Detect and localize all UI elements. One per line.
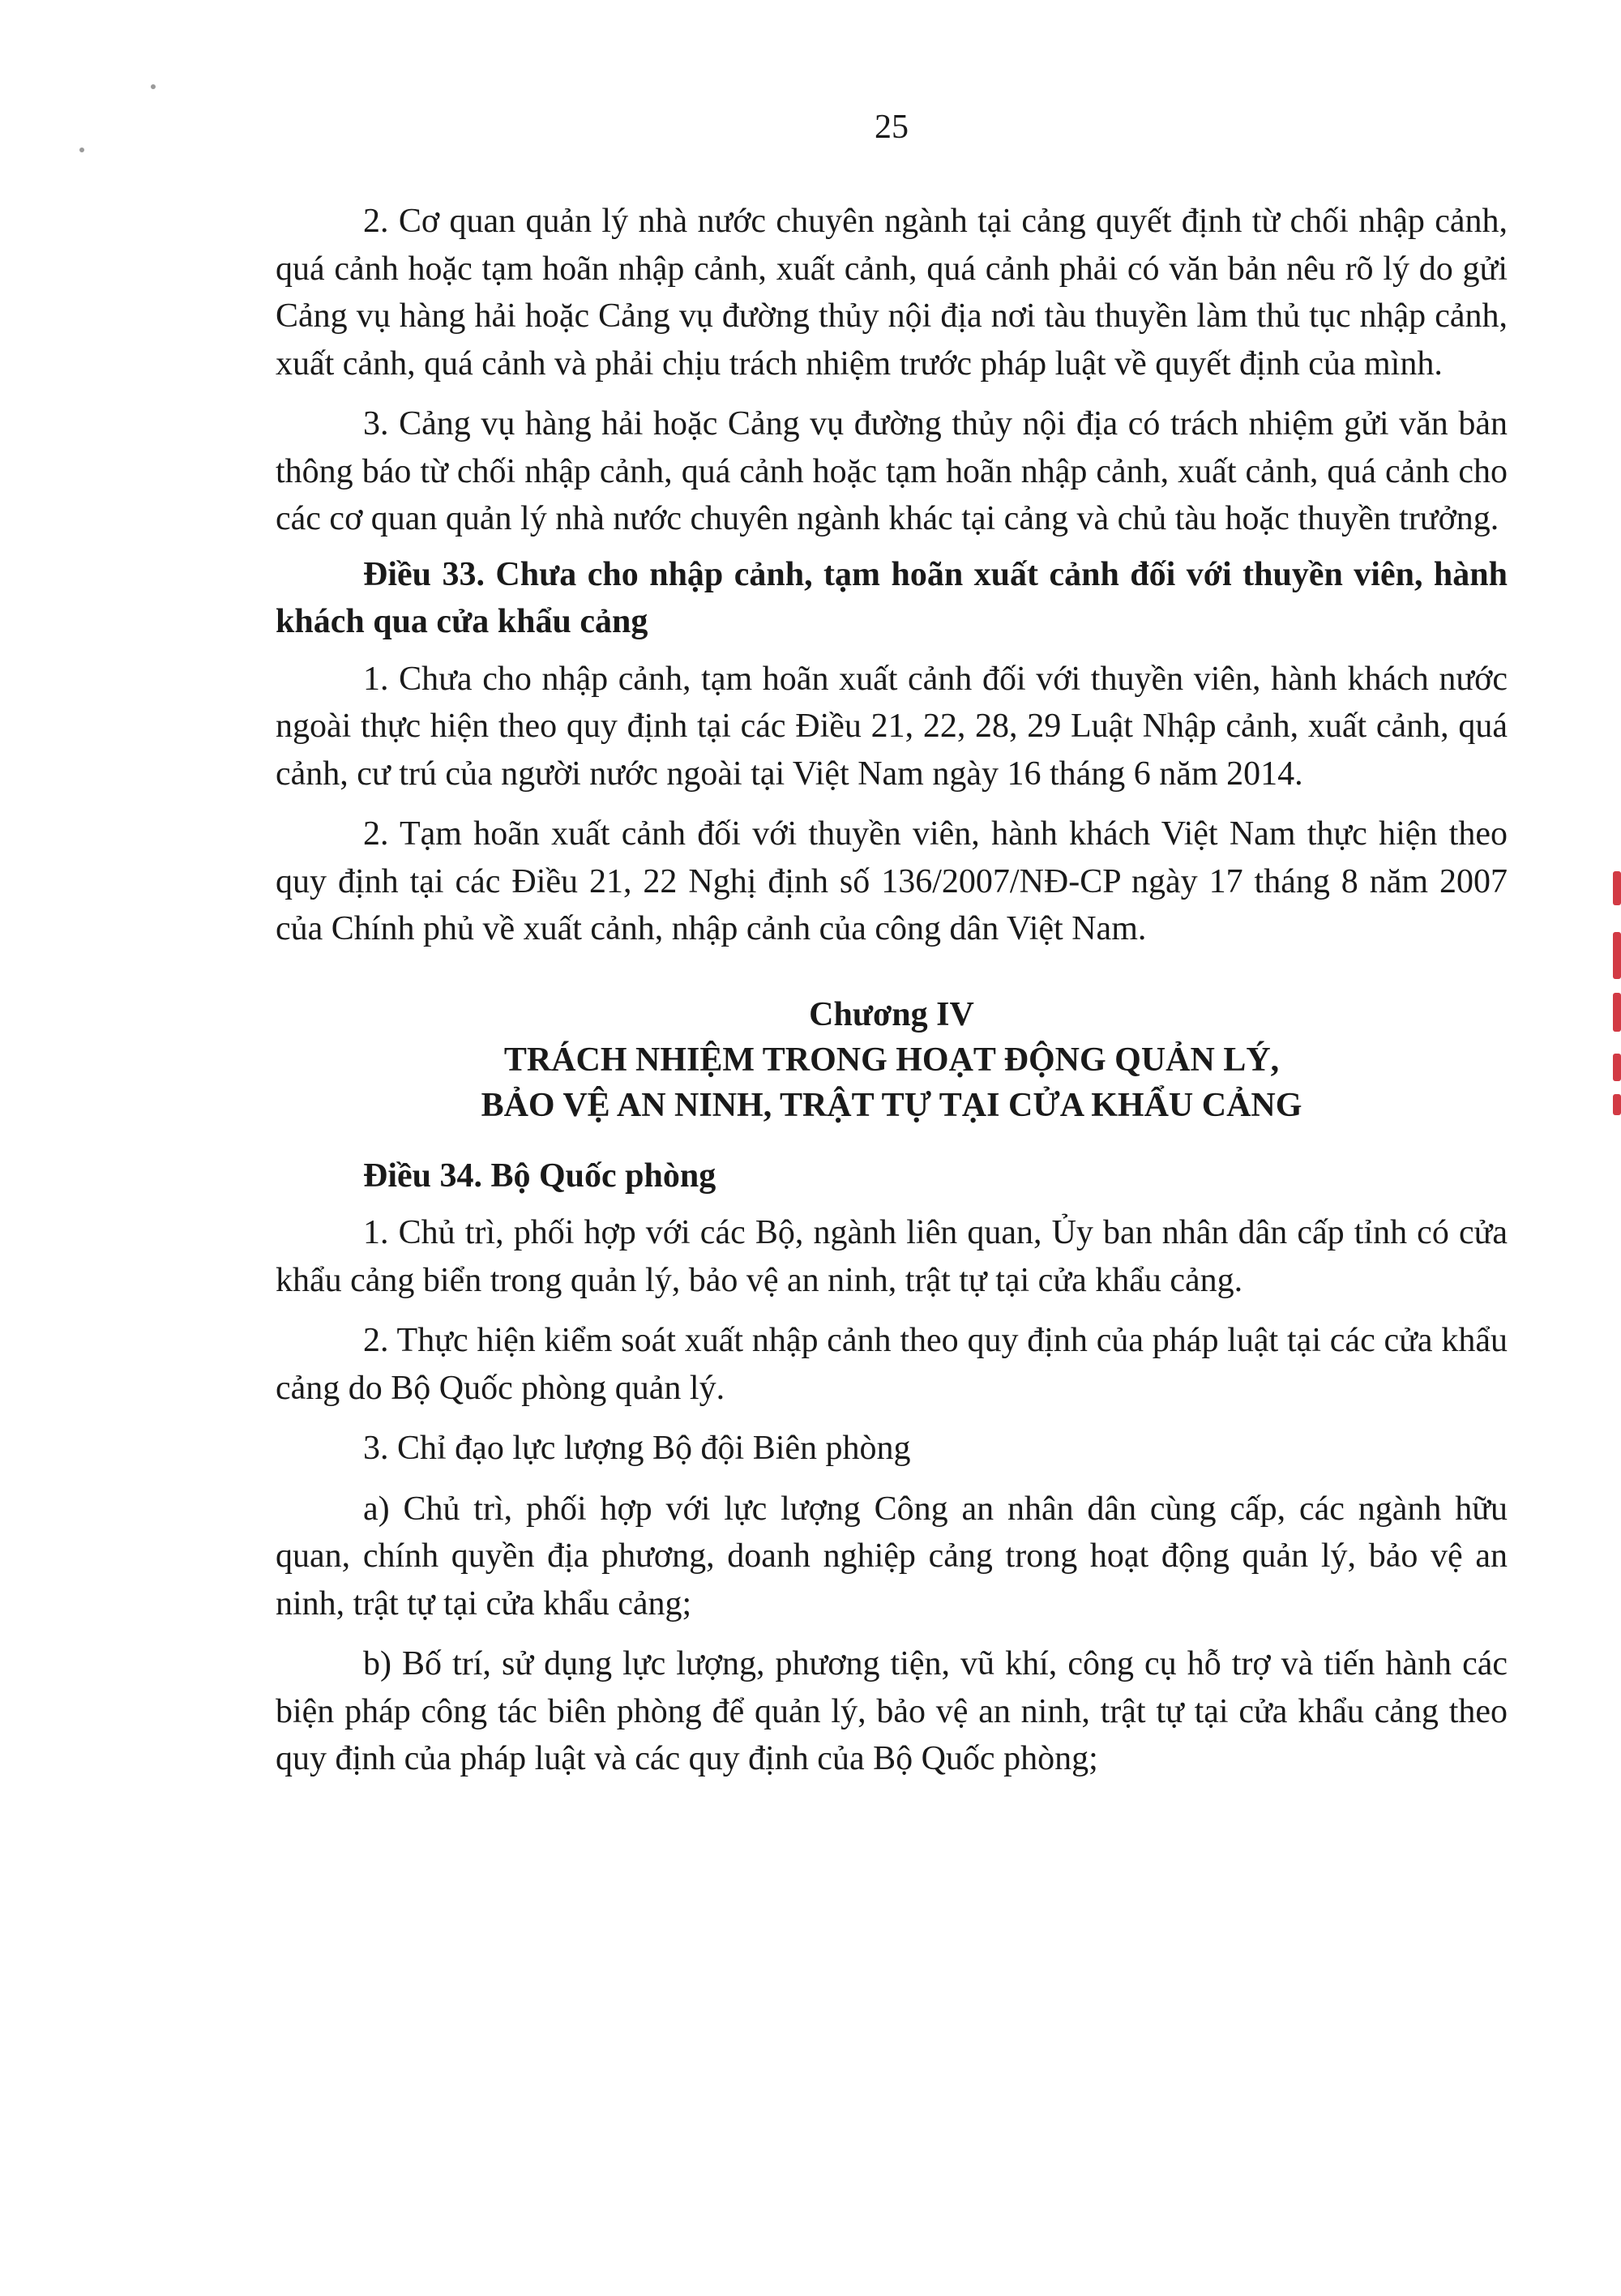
- chapter-heading: [276, 992, 1508, 1128]
- article-33-heading: Điều 33. Chưa cho nhập cảnh, tạm hoãn xuất cảnh đối với thuyền viên, hành khách qua cửa khẩu cảng: [276, 555, 1508, 640]
- paragraph-article33-clause1: 1. Chưa cho nhập cảnh, tạm hoãn xuất cảnh đối với thuyền viên, hành khách nước ngoài thực hiện theo quy định tại các Điều 21, 22, 28, 29 Luật Nhập cảnh, xuất cảnh, quá cảnh, cư trú của người nước ngoài tại Việt Nam ngày 16 tháng 6 năm 2014.: [276, 660, 1508, 793]
- stamp-edge-mark: [1613, 1054, 1621, 1081]
- paragraph-article34-clause2: 2. Thực hiện kiểm soát xuất nhập cảnh theo quy định của pháp luật tại các cửa khẩu cảng do Bộ Quốc phòng quản lý.: [276, 1322, 1508, 1407]
- paragraph-article34-clause3: 3. Chỉ đạo lực lượng Bộ đội Biên phòng: [363, 1430, 911, 1467]
- stamp-edge-mark: [1613, 993, 1621, 1032]
- chapter-title-line1: TRÁCH NHIỆM TRONG HOẠT ĐỘNG QUẢN LÝ,: [503, 1041, 1280, 1079]
- paragraph-article32-clause2: 2. Cơ quan quản lý nhà nước chuyên ngành tại cảng quyết định từ chối nhập cảnh, quá cảnh hoặc tạm hoãn nhập cảnh, xuất cảnh, quá cảnh phải có văn bản nêu rõ lý do gửi Cảng vụ hàng hải hoặc Cảng vụ đường thủy nội địa nơi tàu thuyền làm thủ tục nhập cảnh, xuất cảnh, quá cảnh và phải chịu trách nhiệm trước pháp luật về quyết định của mình.: [276, 203, 1508, 383]
- article-34-heading: Điều 34. Bộ Quốc phòng: [363, 1157, 716, 1195]
- stamp-edge-mark: [1613, 871, 1621, 905]
- scan-speck: [79, 148, 84, 152]
- chapter-number: Chương IV: [809, 995, 974, 1033]
- paragraph-article32-clause3: 3. Cảng vụ hàng hải hoặc Cảng vụ đường thủy nội địa có trách nhiệm gửi văn bản thông báo từ chối nhập cảnh, quá cảnh hoặc tạm hoãn nhập cảnh, xuất cảnh, quá cảnh cho các cơ quan quản lý nhà nước chuyên ngành khác tại cảng và chủ tàu hoặc thuyền trưởng.: [276, 405, 1508, 537]
- paragraph-article34-clause3b: b) Bố trí, sử dụng lực lượng, phương tiện, vũ khí, công cụ hỗ trợ và tiến hành các biện pháp công tác biên phòng để quản lý, bảo vệ an ninh, trật tự tại cửa khẩu cảng theo quy định của pháp luật và các quy định của Bộ Quốc phòng;: [276, 1645, 1508, 1777]
- page-number: 25: [875, 109, 909, 146]
- document-body: [276, 198, 1508, 1796]
- stamp-edge-mark: [1613, 1094, 1621, 1115]
- paragraph-article33-clause2: 2. Tạm hoãn xuất cảnh đối với thuyền viên, hành khách Việt Nam thực hiện theo quy định tại các Điều 21, 22 Nghị định số 136/2007/NĐ-CP ngày 17 tháng 8 năm 2007 của Chính phủ về xuất cảnh, nhập cảnh của công dân Việt Nam.: [276, 815, 1508, 947]
- paragraph-article34-clause1: 1. Chủ trì, phối hợp với các Bộ, ngành liên quan, Ủy ban nhân dân cấp tỉnh có cửa khẩu cảng biển trong quản lý, bảo vệ an ninh, trật tự tại cửa khẩu cảng.: [276, 1214, 1508, 1299]
- stamp-edge-mark: [1613, 932, 1621, 979]
- scan-speck: [151, 84, 156, 89]
- chapter-title-line2: BẢO VỆ AN NINH, TRẬT TỰ TẠI CỬA KHẨU CẢNG: [481, 1086, 1302, 1124]
- paragraph-article34-clause3a: a) Chủ trì, phối hợp với lực lượng Công an nhân dân cùng cấp, các ngành hữu quan, chính quyền địa phương, doanh nghiệp cảng trong hoạt động quản lý, bảo vệ an ninh, trật tự tại cửa khẩu cảng;: [276, 1490, 1508, 1623]
